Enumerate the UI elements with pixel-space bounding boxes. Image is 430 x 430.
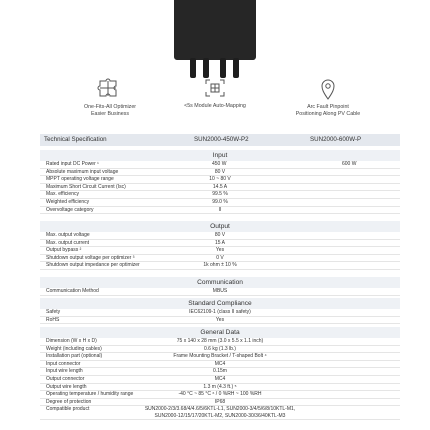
table-row: MPPT operating voltage range 10 ~ 80 V [40,176,400,184]
section-title: Standard Compliance [40,298,400,309]
module-scan-icon [204,78,226,98]
table-row: Operating temperature / humidity range -40 °C ~ 85 °C ⁶ / 0 %RH ~ 100 %RH [40,391,400,399]
communication-section [40,277,400,296]
table-row: Input wire length 0.15m [40,368,400,376]
table-row: Shutdown output voltage per optimizer ³ 0 V [40,255,400,263]
table-row: Degree of protection IP68 [40,399,400,407]
table-row: RoHS Yes [40,317,400,325]
cable [203,58,209,78]
input-section [40,150,400,214]
table-row: Safety IEC62109-1 (class II safety) [40,309,400,317]
product-hero [0,0,430,78]
section-title: General Data [40,327,400,338]
compliance-section [40,298,400,324]
feature-line2: Positioning Along PV Cable [295,110,361,117]
location-pin-icon [320,78,336,100]
table-row: Input connector MC4 [40,361,400,369]
table-row: Maximum Short Circuit Current (Isc) 14.5 A [40,184,400,192]
table-row: Absolute maximum input voltage 80 V [40,169,400,177]
compatible-line-2: SUN2000-12/15/17/20KTL-M2, SUN2000-30/36/40KTL-M3 [154,412,286,419]
table-row: Max. efficiency 99.5 % [40,191,400,199]
table-row: Weight (including cables) 0.6 kg (1.3 lb.) [40,346,400,354]
model-2-header: SUN2000-600W-P [310,136,362,143]
output-section [40,221,400,270]
table-row: Shutdown output impedance per optimizer 1k ohm ± 10 % [40,262,400,270]
section-title: Output [40,221,400,232]
feature-line1: One-Fits-All Optimizer [83,104,137,110]
feature-line1: <5s Module Auto-Mapping [184,103,246,109]
spec-header [40,134,400,146]
feature-highlights [0,78,430,130]
feature-line1: Arc Fault Pinpoint [307,104,349,110]
table-row: Output connector MC4 [40,376,400,384]
optimizer-image [174,0,256,60]
feature-line2: Easier Business [91,110,129,117]
section-title: Communication [40,277,400,288]
table-row: Installation part (optional) Frame Mounting Bracket / T-shaped Bolt ⁴ [40,353,400,361]
feature-item [50,78,170,117]
table-row: Output wire length 1.3 m (4.3 ft.) ⁵ [40,384,400,392]
table-row: Output bypass ² Yes [40,247,400,255]
cable [220,58,226,78]
table-row: Overvoltage category II [40,207,400,215]
table-row: Max. output voltage 80 V [40,232,400,240]
cable [190,58,196,78]
table-row: Max. output current 15 A [40,240,400,248]
cable [233,58,239,78]
compatible-line-1: SUN2000-2/3/3.68/4/4.6/5/6KTL-L1, SUN2000-3/4/5/6/8/10KTL-M1, [144,406,296,413]
table-row: Compatible product SUN2000-2/3/3.68/4/4.6/5/6KTL-L1, SUN2000-3/4/5/6/8/10KTL-M1, SUN2000-12/15/17/20KTL-M2, SUN2000-30/36/40KTL-M3 [40,406,400,420]
feature-item [268,78,388,117]
spec-header-label: Technical Specification [44,136,107,143]
section-title: Input [40,150,400,161]
puzzle-icon [97,78,123,100]
table-row: Dimension (W x H x D) 75 x 140 x 28 mm (3.0 x 5.5 x 1.1 inch) [40,338,400,346]
table-row: Weighted efficiency 99.0 % [40,199,400,207]
table-row: Rated input DC Power ¹ 450 W 600 W [40,161,400,169]
feature-item [155,78,275,110]
table-row: Communication Method MBUS [40,288,400,296]
model-1-header: SUN2000-450W-P2 [194,136,249,143]
general-data-section [40,327,400,420]
